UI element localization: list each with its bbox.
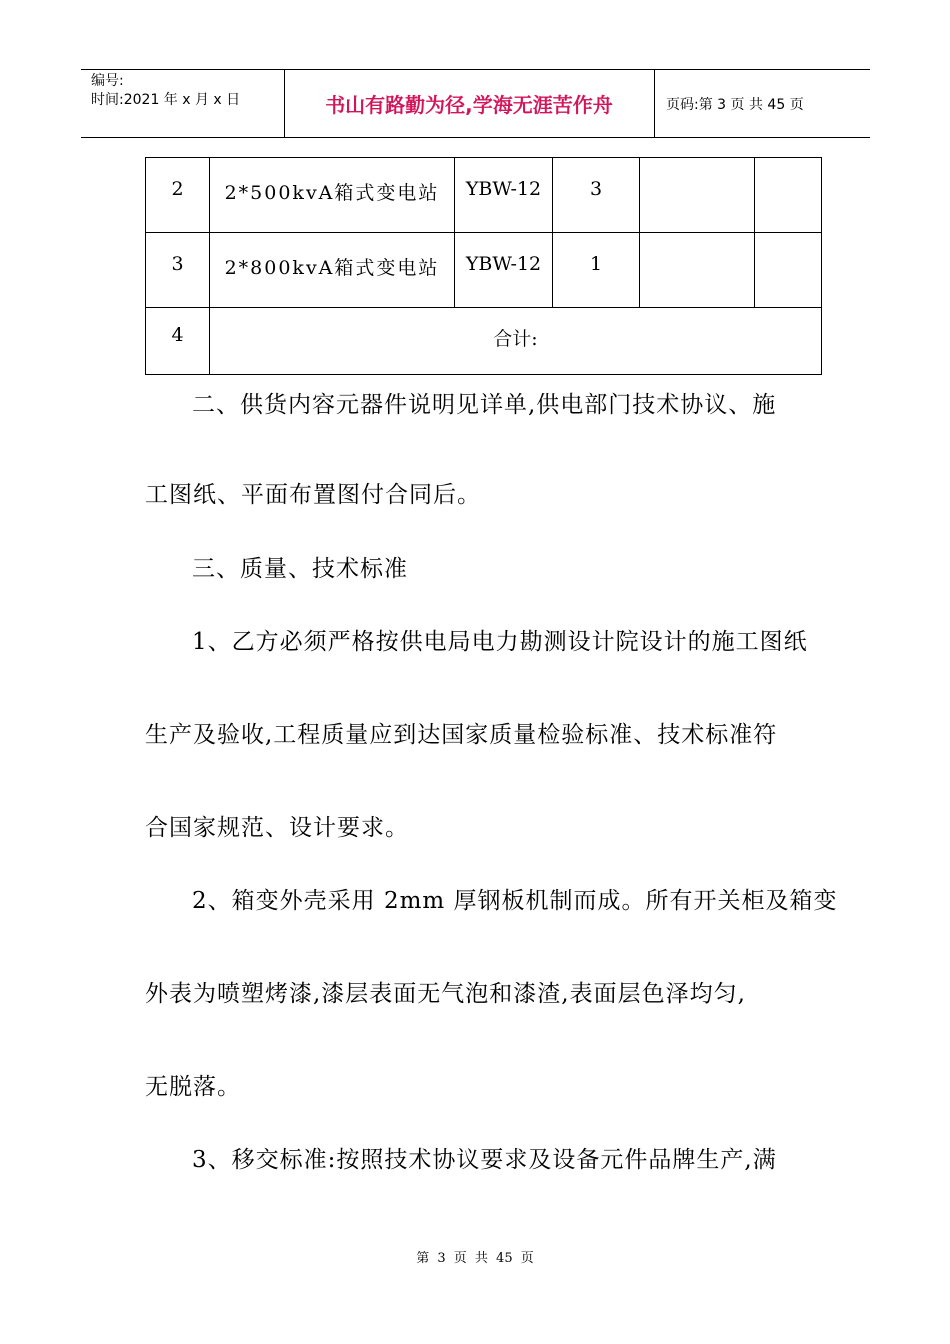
header-meta xyxy=(81,70,285,137)
row-number: 3 xyxy=(171,253,184,275)
equipment-table xyxy=(145,157,822,375)
page-footer: 第 3 页 共 45 页 xyxy=(416,1251,534,1266)
table-total-row xyxy=(146,308,822,375)
section-heading: 三、质量、技术标准 xyxy=(192,556,408,582)
row-number: 4 xyxy=(171,324,184,346)
row-model: YBW-12 xyxy=(465,178,542,200)
empty-cell xyxy=(640,233,755,308)
number-label: 编号: xyxy=(91,73,124,89)
row-number: 2 xyxy=(171,178,184,200)
body-line: 1、乙方必须严格按供电局电力勘测设计院设计的施工图纸 xyxy=(192,629,808,655)
body-line: 生产及验收,工程质量应到达国家质量检验标准、技术标准符 xyxy=(145,722,778,748)
header-motto: 书山有路勤为径,学海无涯苦作舟 xyxy=(284,70,655,137)
body-line: 无脱落。 xyxy=(145,1074,241,1100)
header-page-info: 页码:第 3 页 共 45 页 xyxy=(666,96,804,113)
body-line: 二、供货内容元器件说明见详单,供电部门技术协议、施 xyxy=(192,392,777,418)
table-row xyxy=(146,233,822,308)
body-line: 外表为喷塑烤漆,漆层表面无气泡和漆渣,表面层色泽均匀, xyxy=(145,981,746,1007)
table-row xyxy=(146,158,822,233)
page-header xyxy=(81,69,870,138)
body-line: 工图纸、平面布置图付合同后。 xyxy=(145,482,481,508)
body-line: 3、移交标准:按照技术协议要求及设备元件品牌生产,满 xyxy=(192,1147,777,1173)
row-name: 2*500kvA箱式变电站 xyxy=(224,182,440,204)
body-line: 2、箱变外壳采用 2mm 厚钢板机制而成。所有开关柜及箱变 xyxy=(192,888,838,914)
row-model: YBW-12 xyxy=(465,253,542,275)
total-label: 合计: xyxy=(493,328,538,350)
time-label: 时间:2021 年 x 月 x 日 xyxy=(91,92,241,108)
body-line: 合国家规范、设计要求。 xyxy=(145,815,409,841)
empty-cell xyxy=(755,158,822,233)
row-qty: 3 xyxy=(589,178,603,200)
row-qty: 1 xyxy=(589,253,603,275)
empty-cell xyxy=(640,158,755,233)
empty-cell xyxy=(755,233,822,308)
row-name: 2*800kvA箱式变电站 xyxy=(224,257,440,279)
